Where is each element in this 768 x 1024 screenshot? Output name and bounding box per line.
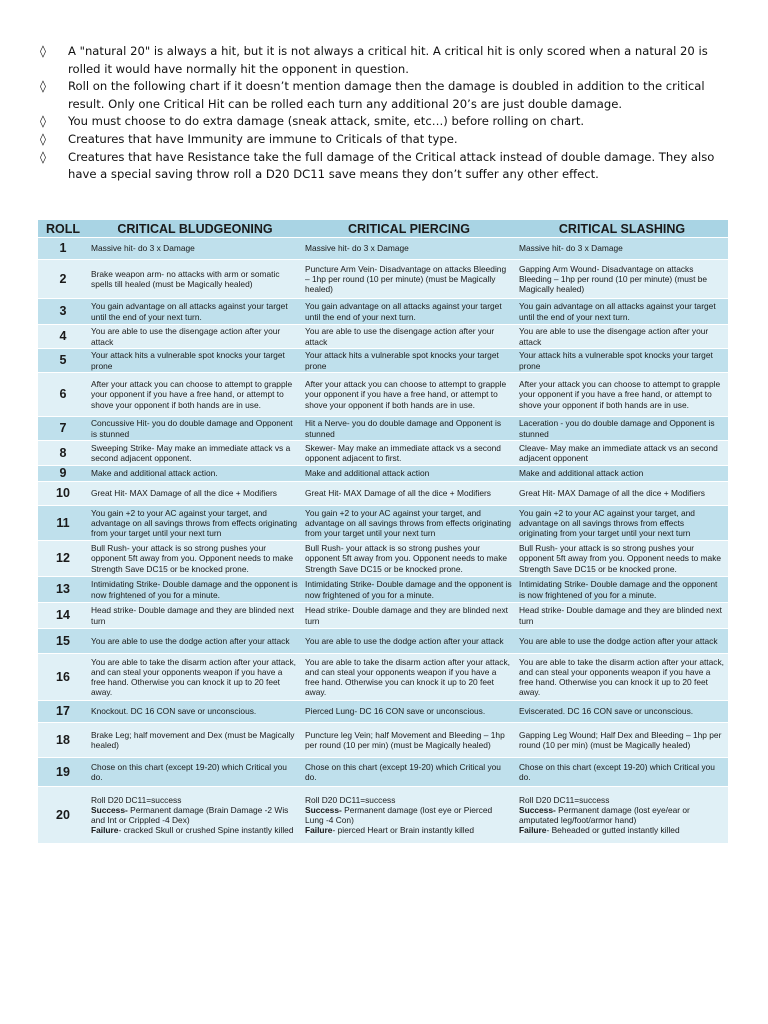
failure-label: Failure — [519, 825, 547, 836]
roll-cell: 18 — [38, 723, 88, 758]
bludgeoning-cell — [88, 787, 302, 844]
bludgeoning-cell: You are able to use the dodge action after your attack — [88, 629, 302, 654]
slashing-cell: Head strike- Double damage and they are blinded next turn — [516, 603, 728, 629]
diamond-bullet-icon: ◊ — [40, 44, 46, 58]
table-row — [38, 238, 728, 260]
table-row — [38, 349, 728, 373]
piercing-cell: Intimidating Strike- Double damage and the opponent is now frightened of you for a minute. — [302, 577, 516, 603]
rule-item — [40, 113, 740, 131]
table-row — [38, 541, 728, 577]
table-row — [38, 701, 728, 723]
roll-cell: 10 — [38, 482, 88, 506]
roll-cell: 7 — [38, 417, 88, 441]
bludgeoning-cell: After your attack you can choose to attempt to grapple your opponent if you have a free hand, or attempt to shove your opponent if both hands are in use. — [88, 373, 302, 417]
table-header-row — [38, 220, 728, 238]
roll-cell: 12 — [38, 541, 88, 577]
slashing-cell: After your attack you can choose to attempt to grapple your opponent if you have a free hand, or attempt to shove your opponent if both hands are in use. — [516, 373, 728, 417]
diamond-bullet-icon: ◊ — [40, 114, 46, 129]
failure-line — [91, 825, 299, 835]
table-row — [38, 441, 728, 466]
bludgeoning-cell: Your attack hits a vulnerable spot knocks your target prone — [88, 349, 302, 373]
slashing-cell: You are able to use the dodge action after your attack — [516, 629, 728, 654]
table-row — [38, 723, 728, 758]
roll-check-line: Roll D20 DC11=success — [91, 794, 182, 805]
slashing-cell: Intimidating Strike- Double damage and the opponent is now frightened of you for a minute. — [516, 577, 728, 603]
table-row — [38, 260, 728, 299]
rule-item — [40, 43, 740, 78]
table-row — [38, 758, 728, 787]
piercing-cell: Puncture leg Vein; half Movement and Bleeding – 1hp per round (10 per min) (must be Magically healed) — [302, 723, 516, 758]
slashing-cell: You are able to take the disarm action after your attack, and can steal your opponents weapon if you have a free hand. Otherwise you can knock it up to 20 feet away. — [516, 654, 728, 701]
success-line — [519, 805, 725, 825]
bludgeoning-cell: Great Hit- MAX Damage of all the dice + Modifiers — [88, 482, 302, 506]
failure-text: - cracked Skull or crushed Spine instantly killed — [118, 825, 294, 836]
piercing-cell: Skewer- May make an immediate attack vs a second opponent adjacent to first. — [302, 441, 516, 466]
table-row — [38, 373, 728, 417]
roll-cell: 5 — [38, 349, 88, 373]
piercing-column-header: CRITICAL PIERCING — [302, 220, 516, 238]
roll-cell: 1 — [38, 238, 88, 260]
bludgeoning-cell: Intimidating Strike- Double damage and the opponent is now frightened of you for a minute. — [88, 577, 302, 603]
piercing-cell: Massive hit- do 3 x Damage — [302, 238, 516, 260]
roll-cell: 3 — [38, 299, 88, 325]
piercing-cell: Great Hit- MAX Damage of all the dice + Modifiers — [302, 482, 516, 506]
roll-check-line: Roll D20 DC11=success — [305, 794, 396, 805]
piercing-cell: You are able to take the disarm action after your attack, and can steal your opponents weapon if you have a free hand. Otherwise you can knock it up to 20 feet away. — [302, 654, 516, 701]
success-text: Permanent damage (Brain Damage -2 Wis and Int or Crippled -4 Dex) — [91, 804, 289, 825]
rule-item — [40, 131, 740, 149]
failure-label: Failure — [305, 825, 333, 836]
failure-text: - Beheaded or gutted instantly killed — [546, 825, 680, 836]
rule-text: Creatures that have Resistance take the full damage of the Critical attack instead of double damage. They also have a special saving throw roll a D20 DC11 save means they don’t suffer any other effect. — [68, 149, 715, 182]
bludgeoning-cell: You gain +2 to your AC against your target, and advantage on all savings throws from effects originating from your target until your next turn — [88, 506, 302, 541]
failure-text: - pierced Heart or Brain instantly killed — [332, 825, 474, 836]
rule-text: You must choose to do extra damage (sneak attack, smite, etc…) before rolling on chart. — [68, 114, 585, 129]
roll-check-line: Roll D20 DC11=success — [519, 794, 610, 805]
rule-text: A "natural 20" is always a hit, but it is not always a critical hit. A critical hit is only scored when a natural 20 is rolled it would have normally hit the opponent in question. — [68, 44, 708, 76]
bludgeoning-cell: Brake weapon arm- no attacks with arm or somatic spells till healed (must be Magically healed) — [88, 260, 302, 299]
slashing-cell: Gapping Arm Wound- Disadvantage on attacks Bleeding – 1hp per round (10 per minute) (must be Magically healed) — [516, 260, 728, 299]
success-text: Permanent damage (lost eye/ear or amputated leg/foot/armor hand) — [519, 804, 690, 825]
rule-text: Roll on the following chart if it doesn’t mention damage then the damage is doubled in addition to the critical result. Only one Critical Hit can be rolled each turn any additional 20’s are just double damage. — [68, 79, 705, 111]
slashing-cell: Chose on this chart (except 19-20) which Critical you do. — [516, 758, 728, 787]
rules-list — [40, 43, 740, 184]
bludgeoning-cell: Concussive Hit- you do double damage and Opponent is stunned — [88, 417, 302, 441]
roll-cell: 17 — [38, 701, 88, 723]
slashing-cell: Gapping Leg Wound; Half Dex and Bleeding – 1hp per round (10 per min) (must be Magically healed) — [516, 723, 728, 758]
piercing-cell: Head strike- Double damage and they are blinded next turn — [302, 603, 516, 629]
success-label: Success- — [519, 804, 556, 815]
roll-cell: 15 — [38, 629, 88, 654]
table-row — [38, 787, 728, 844]
rule-item — [40, 78, 740, 113]
bludgeoning-cell: You gain advantage on all attacks against your target until the end of your next turn. — [88, 299, 302, 325]
slashing-cell: Massive hit- do 3 x Damage — [516, 238, 728, 260]
slashing-cell: Eviscerated. DC 16 CON save or unconscious. — [516, 701, 728, 723]
bludgeoning-cell: Massive hit- do 3 x Damage — [88, 238, 302, 260]
slashing-cell: Cleave- May make an immediate attack vs an second adjacent opponent — [516, 441, 728, 466]
roll-cell: 14 — [38, 603, 88, 629]
failure-label: Failure — [91, 825, 119, 836]
roll-cell: 8 — [38, 441, 88, 466]
table-row — [38, 482, 728, 506]
table-row — [38, 506, 728, 541]
bludgeoning-cell: Chose on this chart (except 19-20) which Critical you do. — [88, 758, 302, 787]
table-body — [38, 238, 728, 844]
success-text: Permanent damage (lost eye or Pierced Lung -4 Con) — [305, 804, 493, 825]
piercing-cell: Pierced Lung- DC 16 CON save or unconscious. — [302, 701, 516, 723]
slashing-cell: You gain +2 to your AC against your target, and advantage on all savings throws from effects originating from your target until your next turn — [516, 506, 728, 541]
slashing-column-header: CRITICAL SLASHING — [516, 220, 728, 238]
bludgeoning-cell: Bull Rush- your attack is so strong pushes your opponent 5ft away from you. Opponent needs to make Strength Save DC15 or be knocked prone. — [88, 541, 302, 577]
table-row — [38, 603, 728, 629]
failure-line — [305, 825, 513, 835]
bludgeoning-cell: Make and additional attack action. — [88, 466, 302, 482]
slashing-cell: You gain advantage on all attacks against your target until the end of your next turn. — [516, 299, 728, 325]
piercing-cell: After your attack you can choose to attempt to grapple your opponent if you have a free hand, or attempt to shove your opponent if both hands are in use. — [302, 373, 516, 417]
piercing-cell: You are able to use the dodge action after your attack — [302, 629, 516, 654]
success-label: Success- — [305, 804, 342, 815]
bludgeoning-cell: Sweeping Strike- May make an immediate attack vs a second adjacent opponent. — [88, 441, 302, 466]
slashing-cell: Your attack hits a vulnerable spot knocks your target prone — [516, 349, 728, 373]
bludgeoning-cell: You are able to take the disarm action after your attack, and can steal your opponents weapon if you have a free hand. Otherwise you can knock it up to 20 feet away. — [88, 654, 302, 701]
roll-column-header: ROLL — [38, 220, 88, 238]
piercing-cell: Chose on this chart (except 19-20) which Critical you do. — [302, 758, 516, 787]
roll-cell: 6 — [38, 373, 88, 417]
table-row — [38, 299, 728, 325]
slashing-cell: Make and additional attack action — [516, 466, 728, 482]
bludgeoning-column-header: CRITICAL BLUDGEONING — [88, 220, 302, 238]
piercing-cell: You gain +2 to your AC against your target, and advantage on all savings throws from effects originating from your target until your next turn — [302, 506, 516, 541]
critical-hit-table — [38, 220, 728, 844]
bludgeoning-cell: Head strike- Double damage and they are blinded next turn — [88, 603, 302, 629]
table-row — [38, 654, 728, 701]
piercing-cell: Make and additional attack action — [302, 466, 516, 482]
bludgeoning-cell: You are able to use the disengage action after your attack — [88, 325, 302, 349]
success-line — [91, 805, 299, 825]
bludgeoning-cell: Knockout. DC 16 CON save or unconscious. — [88, 701, 302, 723]
roll-cell: 11 — [38, 506, 88, 541]
slashing-cell: You are able to use the disengage action after your attack — [516, 325, 728, 349]
roll-cell: 20 — [38, 787, 88, 844]
table-row — [38, 466, 728, 482]
roll-cell: 4 — [38, 325, 88, 349]
diamond-bullet-icon: ◊ — [40, 131, 46, 146]
piercing-cell: You are able to use the disengage action after your attack — [302, 325, 516, 349]
table-row — [38, 417, 728, 441]
piercing-cell: Your attack hits a vulnerable spot knocks your target prone — [302, 349, 516, 373]
diamond-bullet-icon: ◊ — [40, 79, 46, 94]
failure-line — [519, 825, 725, 835]
roll-cell: 16 — [38, 654, 88, 701]
bludgeoning-cell: Brake Leg; half movement and Dex (must be Magically healed) — [88, 723, 302, 758]
roll-cell: 9 — [38, 466, 88, 482]
slashing-cell: Bull Rush- your attack is so strong pushes your opponent 5ft away from you. Opponent needs to make Strength Save DC15 or be knocked prone. — [516, 541, 728, 577]
slashing-cell: Great Hit- MAX Damage of all the dice + Modifiers — [516, 482, 728, 506]
piercing-cell: Bull Rush- your attack is so strong pushes your opponent 5ft away from you. Opponent needs to make Strength Save DC15 or be knocked prone. — [302, 541, 516, 577]
roll-cell: 2 — [38, 260, 88, 299]
slashing-cell: Laceration - you do double damage and Opponent is stunned — [516, 417, 728, 441]
table-row — [38, 325, 728, 349]
table-row — [38, 577, 728, 603]
piercing-cell: You gain advantage on all attacks against your target until the end of your next turn. — [302, 299, 516, 325]
piercing-cell: Hit a Nerve- you do double damage and Opponent is stunned — [302, 417, 516, 441]
diamond-bullet-icon: ◊ — [40, 149, 46, 164]
roll-cell: 19 — [38, 758, 88, 787]
slashing-cell — [516, 787, 728, 844]
success-label: Success- — [91, 804, 128, 815]
rule-item — [40, 149, 740, 184]
table-row — [38, 629, 728, 654]
rule-text: Creatures that have Immunity are immune to Criticals of that type. — [68, 131, 458, 146]
success-line — [305, 805, 513, 825]
roll-cell: 13 — [38, 577, 88, 603]
piercing-cell: Puncture Arm Vein- Disadvantage on attacks Bleeding – 1hp per round (10 per minute) (must be Magically healed) — [302, 260, 516, 299]
piercing-cell — [302, 787, 516, 844]
